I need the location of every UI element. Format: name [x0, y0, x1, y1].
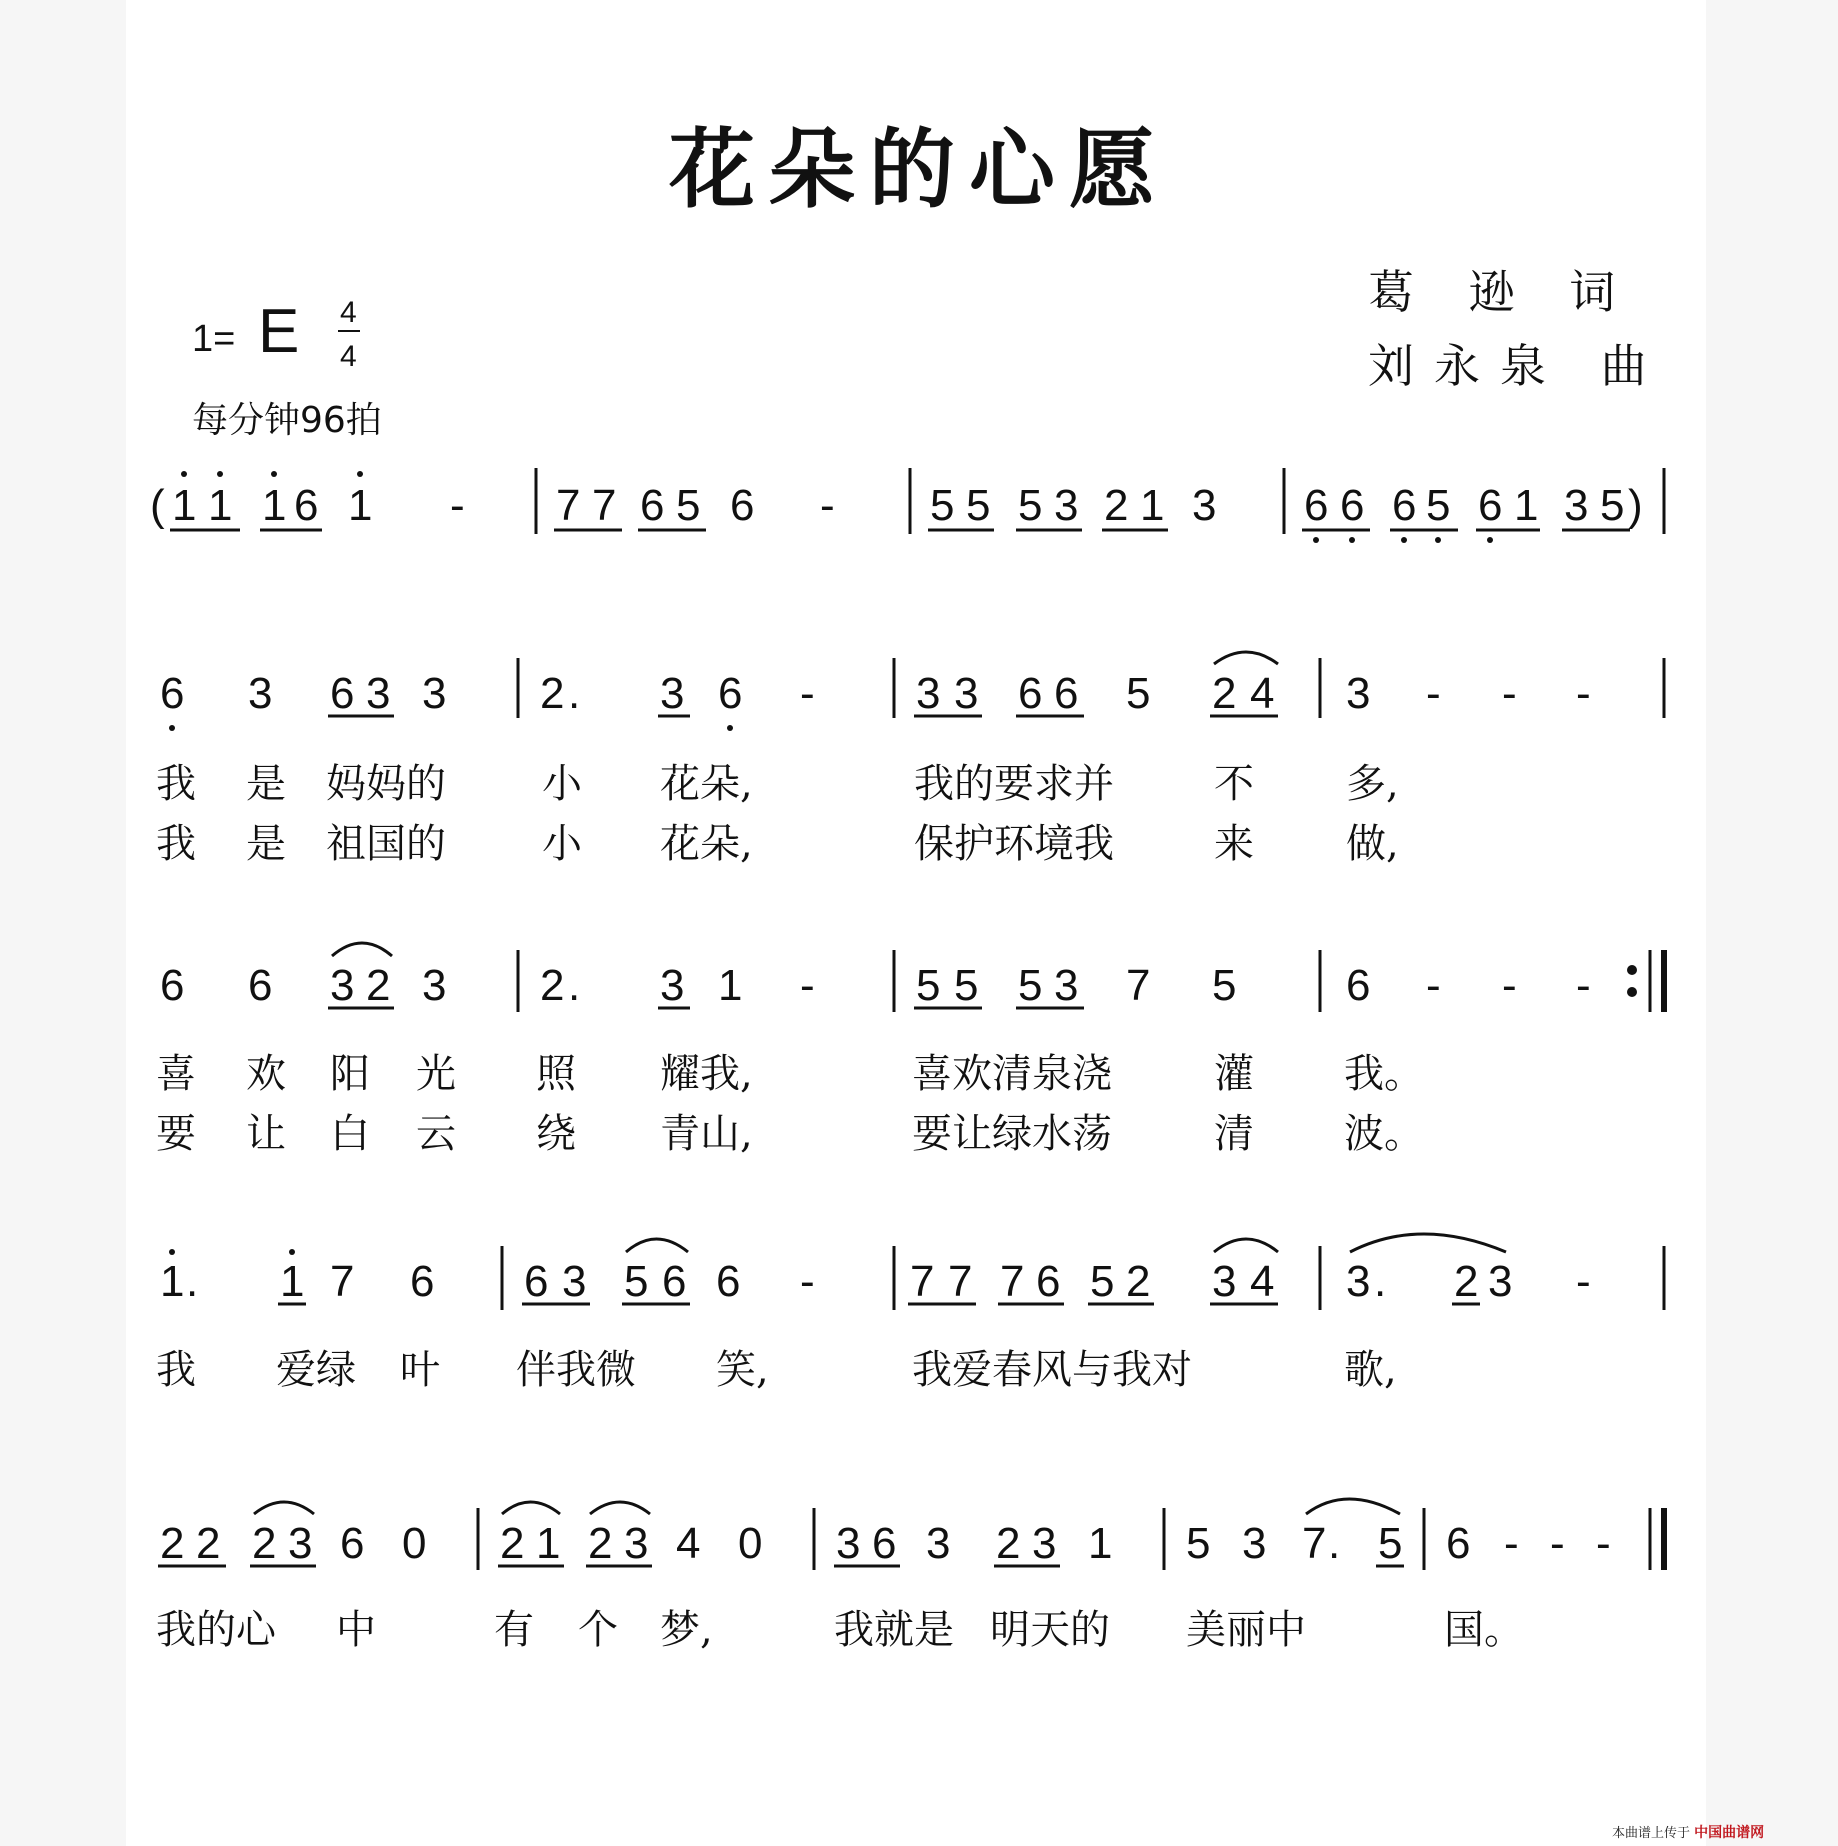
svg-text:3: 3	[660, 669, 685, 718]
svg-text:): )	[1628, 481, 1643, 530]
svg-text:5: 5	[676, 481, 701, 530]
lyric-line-4-w3: 白	[330, 1111, 370, 1157]
svg-text:2: 2	[366, 961, 391, 1010]
time-signature-bottom: 4	[340, 340, 357, 373]
lyric-line-4-w6: 青山,	[660, 1111, 753, 1157]
lyric-line-6-w2: 中	[336, 1607, 376, 1653]
svg-text:4: 4	[676, 1519, 701, 1568]
svg-text:1: 1	[172, 481, 197, 530]
svg-text:(: (	[150, 481, 165, 530]
svg-text:6: 6	[1018, 669, 1043, 718]
lyric-line-6-w4: 个	[578, 1607, 618, 1653]
svg-text:3: 3	[562, 1257, 587, 1306]
lyric-line-2-w2: 是	[246, 821, 286, 867]
svg-text:3: 3	[248, 669, 273, 718]
svg-text:6: 6	[294, 481, 319, 530]
lyric-line-3-w3: 阳	[330, 1051, 370, 1097]
svg-text:-: -	[1550, 1519, 1565, 1568]
svg-text:6: 6	[872, 1519, 897, 1568]
lyric-line-4-w2: 让	[246, 1111, 286, 1157]
svg-text:6: 6	[662, 1257, 687, 1306]
svg-text:-: -	[1576, 669, 1591, 718]
svg-text:6: 6	[1446, 1519, 1471, 1568]
lyric-line-6-w3: 有	[494, 1607, 534, 1653]
lyric-line-1-w2: 是	[246, 761, 286, 807]
svg-text:3: 3	[422, 961, 447, 1010]
lyric-line-2-w7: 来	[1214, 821, 1254, 867]
lyric-line-6-w9: 国。	[1444, 1607, 1524, 1653]
lyric-line-4-w4: 云	[416, 1111, 456, 1157]
svg-text:2: 2	[252, 1519, 277, 1568]
svg-text:2: 2	[540, 669, 565, 718]
svg-text:5: 5	[1378, 1519, 1403, 1568]
svg-text:-: -	[1502, 961, 1517, 1010]
svg-text:-: -	[450, 481, 465, 530]
svg-text:5: 5	[916, 961, 941, 1010]
svg-text:5: 5	[1126, 669, 1151, 718]
svg-text:5: 5	[954, 961, 979, 1010]
svg-text:6: 6	[640, 481, 665, 530]
svg-text:-: -	[1576, 1257, 1591, 1306]
svg-text:5: 5	[1090, 1257, 1115, 1306]
svg-text:.: .	[1328, 1519, 1341, 1568]
svg-text:3: 3	[926, 1519, 951, 1568]
svg-text:1: 1	[262, 481, 287, 530]
svg-text:3: 3	[1054, 481, 1079, 530]
lyric-line-6-w1: 我的心	[156, 1607, 276, 1653]
svg-text:2: 2	[196, 1519, 221, 1568]
svg-text:1: 1	[1514, 481, 1539, 530]
upload-note: 本曲谱上传于	[1612, 1826, 1691, 1841]
svg-text:1: 1	[718, 961, 743, 1010]
svg-text:6: 6	[160, 669, 185, 718]
svg-text:.: .	[568, 669, 581, 718]
svg-text:0: 0	[402, 1519, 427, 1568]
svg-text:2: 2	[588, 1519, 613, 1568]
lyric-line-5-w2: 爱绿	[276, 1347, 356, 1393]
svg-text:6: 6	[524, 1257, 549, 1306]
svg-text:1: 1	[348, 481, 373, 530]
svg-text:3: 3	[1192, 481, 1217, 530]
lyric-line-6-w6: 我就是	[834, 1607, 954, 1653]
svg-text:2: 2	[160, 1519, 185, 1568]
svg-text:-: -	[820, 481, 835, 530]
lyric-line-3-w4: 光	[416, 1051, 456, 1097]
lyric-line-5-w5: 笑,	[716, 1347, 769, 1393]
lyric-line-2-w4: 小	[542, 821, 582, 867]
lyric-line-4-w9: 波。	[1344, 1111, 1424, 1157]
svg-text:1: 1	[160, 1257, 185, 1306]
svg-text:6: 6	[1304, 481, 1329, 530]
lyric-line-4-w7: 要让绿水荡	[912, 1111, 1112, 1157]
svg-text:3: 3	[1242, 1519, 1267, 1568]
svg-text:6: 6	[340, 1519, 365, 1568]
composer-credit: 刘永泉 曲	[1368, 339, 1667, 393]
svg-text:3: 3	[422, 669, 447, 718]
tempo-marking: 每分钟96拍	[192, 400, 382, 441]
svg-text:5: 5	[1600, 481, 1625, 530]
svg-text:4: 4	[1250, 1257, 1275, 1306]
key-prefix: 1=	[192, 318, 236, 360]
svg-text:5: 5	[624, 1257, 649, 1306]
lyric-line-3-w8: 灌	[1214, 1051, 1254, 1097]
svg-text:3: 3	[1346, 1257, 1371, 1306]
svg-text:6: 6	[330, 669, 355, 718]
svg-text:5: 5	[1018, 961, 1043, 1010]
svg-text:3: 3	[288, 1519, 313, 1568]
svg-text:3: 3	[916, 669, 941, 718]
svg-text:6: 6	[730, 481, 755, 530]
lyric-line-4-w1: 要	[156, 1111, 196, 1157]
lyric-line-1-w1: 我	[156, 761, 196, 807]
svg-text:3: 3	[1032, 1519, 1057, 1568]
svg-text:1: 1	[1088, 1519, 1113, 1568]
lyric-line-1-w5: 花朵,	[660, 761, 753, 807]
svg-text:6: 6	[1036, 1257, 1061, 1306]
lyric-line-3-w1: 喜	[156, 1051, 196, 1097]
svg-text:1: 1	[280, 1257, 305, 1306]
svg-text:6: 6	[1346, 961, 1371, 1010]
svg-text:1: 1	[1140, 481, 1165, 530]
svg-text:6: 6	[1054, 669, 1079, 718]
site-logo[interactable]: 中国曲谱网	[1694, 1825, 1765, 1841]
svg-text:5: 5	[1426, 481, 1451, 530]
lyric-line-2-w5: 花朵,	[660, 821, 753, 867]
svg-text:-: -	[1502, 669, 1517, 718]
lyric-line-5-w4: 伴我微	[516, 1347, 636, 1393]
lyric-line-5-w3: 叶	[400, 1347, 440, 1393]
lyric-line-1-w7: 不	[1214, 761, 1254, 807]
svg-text:7: 7	[556, 481, 581, 530]
lyric-line-2-w6: 保护环境我	[914, 821, 1114, 867]
svg-text:3: 3	[624, 1519, 649, 1568]
svg-text:7: 7	[948, 1257, 973, 1306]
svg-text:-: -	[1504, 1519, 1519, 1568]
lyric-line-1-w6: 我的要求并	[914, 761, 1114, 807]
lyricist-credit: 葛 逊 词	[1368, 265, 1636, 319]
svg-text:5: 5	[1186, 1519, 1211, 1568]
lyric-line-5-w6: 我爱春风与我对	[912, 1347, 1192, 1393]
svg-text:2: 2	[1104, 481, 1129, 530]
lyric-line-1-w8: 多,	[1346, 761, 1399, 807]
lyric-line-2-w8: 做,	[1346, 821, 1399, 867]
lyric-line-3-w6: 耀我,	[660, 1051, 753, 1097]
svg-text:6: 6	[718, 669, 743, 718]
lyric-line-3-w9: 我。	[1344, 1051, 1424, 1097]
svg-text:3: 3	[1346, 669, 1371, 718]
song-title: 花朵的心愿	[669, 119, 1169, 220]
svg-text:6: 6	[1478, 481, 1503, 530]
svg-text:5: 5	[1018, 481, 1043, 530]
lyric-line-3-w7: 喜欢清泉浇	[912, 1051, 1112, 1097]
svg-text:-: -	[1426, 669, 1441, 718]
time-signature-top: 4	[340, 296, 357, 329]
svg-text:4: 4	[1250, 669, 1275, 718]
lyric-line-6-w8: 美丽中	[1186, 1607, 1306, 1653]
lyric-line-4-w5: 绕	[536, 1111, 576, 1157]
site-watermark	[1612, 1822, 1764, 1842]
svg-text:7: 7	[910, 1257, 935, 1306]
svg-text:7: 7	[1126, 961, 1151, 1010]
svg-text:-: -	[1576, 961, 1591, 1010]
lyric-line-1-w4: 小	[542, 761, 582, 807]
lyric-line-2-w3: 祖国的	[326, 821, 446, 867]
svg-text:2: 2	[996, 1519, 1021, 1568]
svg-text:6: 6	[1392, 481, 1417, 530]
lyric-line-3-w2: 欢	[246, 1051, 286, 1097]
svg-text:2: 2	[540, 961, 565, 1010]
lyric-line-6-w7: 明天的	[990, 1607, 1110, 1653]
lyric-line-4-w8: 清	[1214, 1111, 1254, 1157]
svg-text:1: 1	[536, 1519, 561, 1568]
svg-text:.: .	[186, 1257, 199, 1306]
svg-text:3: 3	[1212, 1257, 1237, 1306]
lyric-line-5-w7: 歌,	[1344, 1347, 1397, 1393]
svg-text:7: 7	[592, 481, 617, 530]
lyric-line-6-w5: 梦,	[660, 1607, 713, 1653]
svg-text:6: 6	[410, 1257, 435, 1306]
svg-text:-: -	[1596, 1519, 1611, 1568]
svg-text:3: 3	[330, 961, 355, 1010]
svg-text:3: 3	[366, 669, 391, 718]
key-letter: E	[258, 297, 300, 366]
svg-text:5: 5	[1212, 961, 1237, 1010]
svg-text:-: -	[800, 669, 815, 718]
svg-text:3: 3	[1054, 961, 1079, 1010]
svg-text:-: -	[800, 1257, 815, 1306]
svg-text:6: 6	[716, 1257, 741, 1306]
svg-text:.: .	[568, 961, 581, 1010]
lyric-line-2-w1: 我	[156, 821, 196, 867]
svg-text:7: 7	[1302, 1519, 1327, 1568]
lyric-line-5-w1: 我	[156, 1347, 196, 1393]
svg-text:5: 5	[930, 481, 955, 530]
svg-text:3: 3	[1488, 1257, 1513, 1306]
svg-text:3: 3	[836, 1519, 861, 1568]
svg-text:-: -	[1426, 961, 1441, 1010]
svg-text:-: -	[800, 961, 815, 1010]
svg-text:6: 6	[1340, 481, 1365, 530]
svg-text:6: 6	[160, 961, 185, 1010]
svg-text:0: 0	[738, 1519, 763, 1568]
svg-text:3: 3	[660, 961, 685, 1010]
svg-text:.: .	[1374, 1257, 1387, 1306]
svg-text:3: 3	[1564, 481, 1589, 530]
lyric-line-1-w3: 妈妈的	[326, 761, 446, 807]
svg-text:6: 6	[248, 961, 273, 1010]
svg-text:2: 2	[1454, 1257, 1479, 1306]
svg-text:7: 7	[1000, 1257, 1025, 1306]
lyric-line-3-w5: 照	[536, 1051, 576, 1097]
svg-text:2: 2	[500, 1519, 525, 1568]
svg-text:2: 2	[1126, 1257, 1151, 1306]
svg-text:3: 3	[954, 669, 979, 718]
svg-text:7: 7	[330, 1257, 355, 1306]
svg-text:1: 1	[208, 481, 233, 530]
svg-text:5: 5	[966, 481, 991, 530]
notes-intro	[0, 0, 1, 1]
svg-text:2: 2	[1212, 669, 1237, 718]
